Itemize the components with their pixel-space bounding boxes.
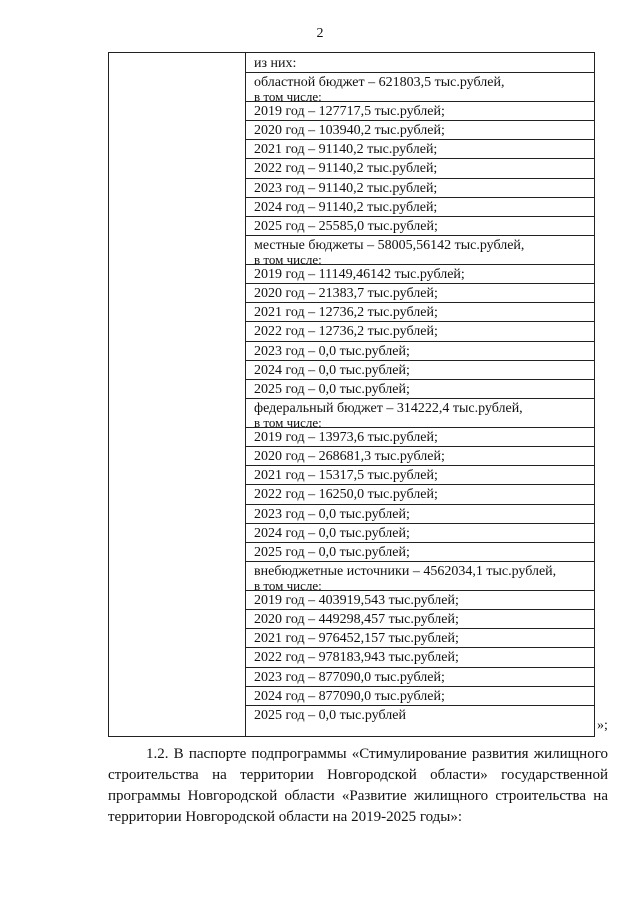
table-row	[254, 671, 590, 685]
row-text: 2019 год – 13973,6 тыс.рублей;	[254, 429, 438, 445]
row-separator	[246, 235, 594, 236]
row-separator	[246, 197, 594, 198]
row-separator	[246, 101, 594, 102]
table-row	[254, 364, 590, 378]
row-separator	[246, 72, 594, 73]
row-text: 2023 год – 877090,0 тыс.рублей;	[254, 669, 445, 685]
row-separator	[246, 561, 594, 562]
row-text: 2020 год – 21383,7 тыс.рублей;	[254, 286, 438, 301]
row-text: местные бюджеты – 58005,56142 тыс.рублей,	[254, 238, 525, 254]
row-text: 2024 год – 0,0 тыс.рублей;	[254, 362, 410, 378]
row-separator	[246, 628, 594, 629]
table-row	[254, 488, 590, 502]
row-text: 2021 год – 12736,2 тыс.рублей;	[254, 305, 438, 321]
table-row	[254, 268, 590, 282]
row-text: 2021 год – 15317,5 тыс.рублей;	[254, 468, 438, 484]
row-separator	[246, 484, 594, 485]
row-text: 2022 год – 16250,0 тыс.рублей;	[254, 487, 438, 503]
row-separator	[246, 302, 594, 303]
row-separator	[246, 379, 594, 380]
row-text: 2023 год – 0,0 тыс.рублей;	[254, 506, 410, 522]
table-row	[254, 565, 590, 592]
table-row	[254, 527, 590, 541]
table-row	[254, 690, 590, 704]
row-separator	[246, 178, 594, 179]
row-text: 2021 год – 976452,157 тыс.рублей;	[254, 631, 459, 647]
row-text: 2025 год – 0,0 тыс.рублей	[254, 708, 406, 723]
table-row	[254, 383, 590, 397]
row-text: 2025 год – 25585,0 тыс.рублей;	[254, 219, 438, 234]
table-row	[254, 287, 590, 301]
table-row	[254, 450, 590, 464]
table-row	[254, 345, 590, 359]
row-text: 2022 год – 978183,943 тыс.рублей;	[254, 650, 459, 666]
table-row	[254, 220, 590, 234]
row-separator	[246, 398, 594, 399]
table-row	[254, 613, 590, 627]
row-separator	[246, 158, 594, 159]
row-separator	[246, 667, 594, 668]
row-text: из них:	[254, 56, 297, 71]
table-row	[254, 182, 590, 196]
table-row	[254, 469, 590, 483]
row-text: 2024 год – 877090,0 тыс.рублей;	[254, 688, 445, 704]
row-subtext: в том числе:	[254, 89, 322, 105]
row-subtext: в том числе:	[254, 415, 322, 431]
row-separator	[246, 139, 594, 140]
table-row	[254, 402, 590, 429]
row-separator	[246, 283, 594, 284]
table-row	[254, 325, 590, 339]
table-row	[254, 546, 590, 560]
page-number: 2	[316, 26, 324, 41]
row-text: областной бюджет – 621803,5 тыс.рублей,	[254, 75, 505, 91]
table-row	[254, 105, 590, 119]
table-row	[254, 76, 590, 103]
row-separator	[246, 542, 594, 543]
row-text: 2023 год – 91140,2 тыс.рублей;	[254, 180, 438, 196]
table-row	[254, 124, 590, 138]
row-text: федеральный бюджет – 314222,4 тыс.рублей,	[254, 401, 523, 417]
row-separator	[246, 341, 594, 342]
row-separator	[246, 609, 594, 610]
row-separator	[246, 360, 594, 361]
table-row	[254, 431, 590, 445]
financing-table	[108, 52, 595, 737]
row-text: 2024 год – 91140,2 тыс.рублей;	[254, 199, 438, 215]
row-separator	[246, 264, 594, 265]
table-row	[254, 709, 590, 723]
row-text: 2022 год – 12736,2 тыс.рублей;	[254, 324, 438, 340]
row-subtext: в том числе:	[254, 578, 322, 594]
row-text: 2025 год – 0,0 тыс.рублей;	[254, 382, 410, 397]
row-separator	[246, 321, 594, 322]
table-row	[254, 306, 590, 320]
column-divider	[245, 53, 246, 736]
row-text: 2025 год – 0,0 тыс.рублей;	[254, 545, 410, 560]
row-subtext: в том числе:	[254, 252, 322, 268]
row-text: 2019 год – 11149,46142 тыс.рублей;	[254, 266, 465, 282]
table-row	[254, 508, 590, 522]
table-row	[254, 143, 590, 157]
row-text: 2024 год – 0,0 тыс.рублей;	[254, 525, 410, 541]
row-separator	[246, 216, 594, 217]
row-text: 2023 год – 0,0 тыс.рублей;	[254, 343, 410, 359]
table-row	[254, 594, 590, 608]
row-separator	[246, 446, 594, 447]
row-text: 2020 год – 103940,2 тыс.рублей;	[254, 123, 445, 138]
row-separator	[246, 427, 594, 428]
table-row	[254, 632, 590, 646]
row-text: 2020 год – 268681,3 тыс.рублей;	[254, 449, 445, 464]
row-separator	[246, 647, 594, 648]
row-text: внебюджетные источники – 4562034,1 тыс.рублей,	[254, 564, 557, 580]
paragraph-text: 1.2. В паспорте подпрограммы «Стимулирование развития жилищного строительства на территории Новгородской области» государственной программы Новгородской области «Развитие жилищного строительства на территории Новгородской области на 2019-2025 годы»:	[108, 746, 608, 825]
row-separator	[246, 686, 594, 687]
row-separator	[246, 465, 594, 466]
table-row	[254, 162, 590, 176]
row-text: 2019 год – 127717,5 тыс.рублей;	[254, 103, 445, 119]
row-text: 2021 год – 91140,2 тыс.рублей;	[254, 142, 438, 158]
row-text: 2022 год – 91140,2 тыс.рублей;	[254, 161, 438, 177]
row-text: 2020 год – 449298,457 тыс.рублей;	[254, 612, 459, 627]
table-row	[254, 239, 590, 266]
row-separator	[246, 523, 594, 524]
table-row	[254, 57, 590, 71]
table-row	[254, 651, 590, 665]
row-separator	[246, 590, 594, 591]
table-row	[254, 201, 590, 215]
row-text: 2019 год – 403919,543 тыс.рублей;	[254, 592, 459, 608]
paragraph-1-2	[108, 744, 608, 828]
closing-quote: »;	[597, 718, 608, 733]
row-separator	[246, 504, 594, 505]
row-separator	[246, 705, 594, 706]
row-separator	[246, 120, 594, 121]
